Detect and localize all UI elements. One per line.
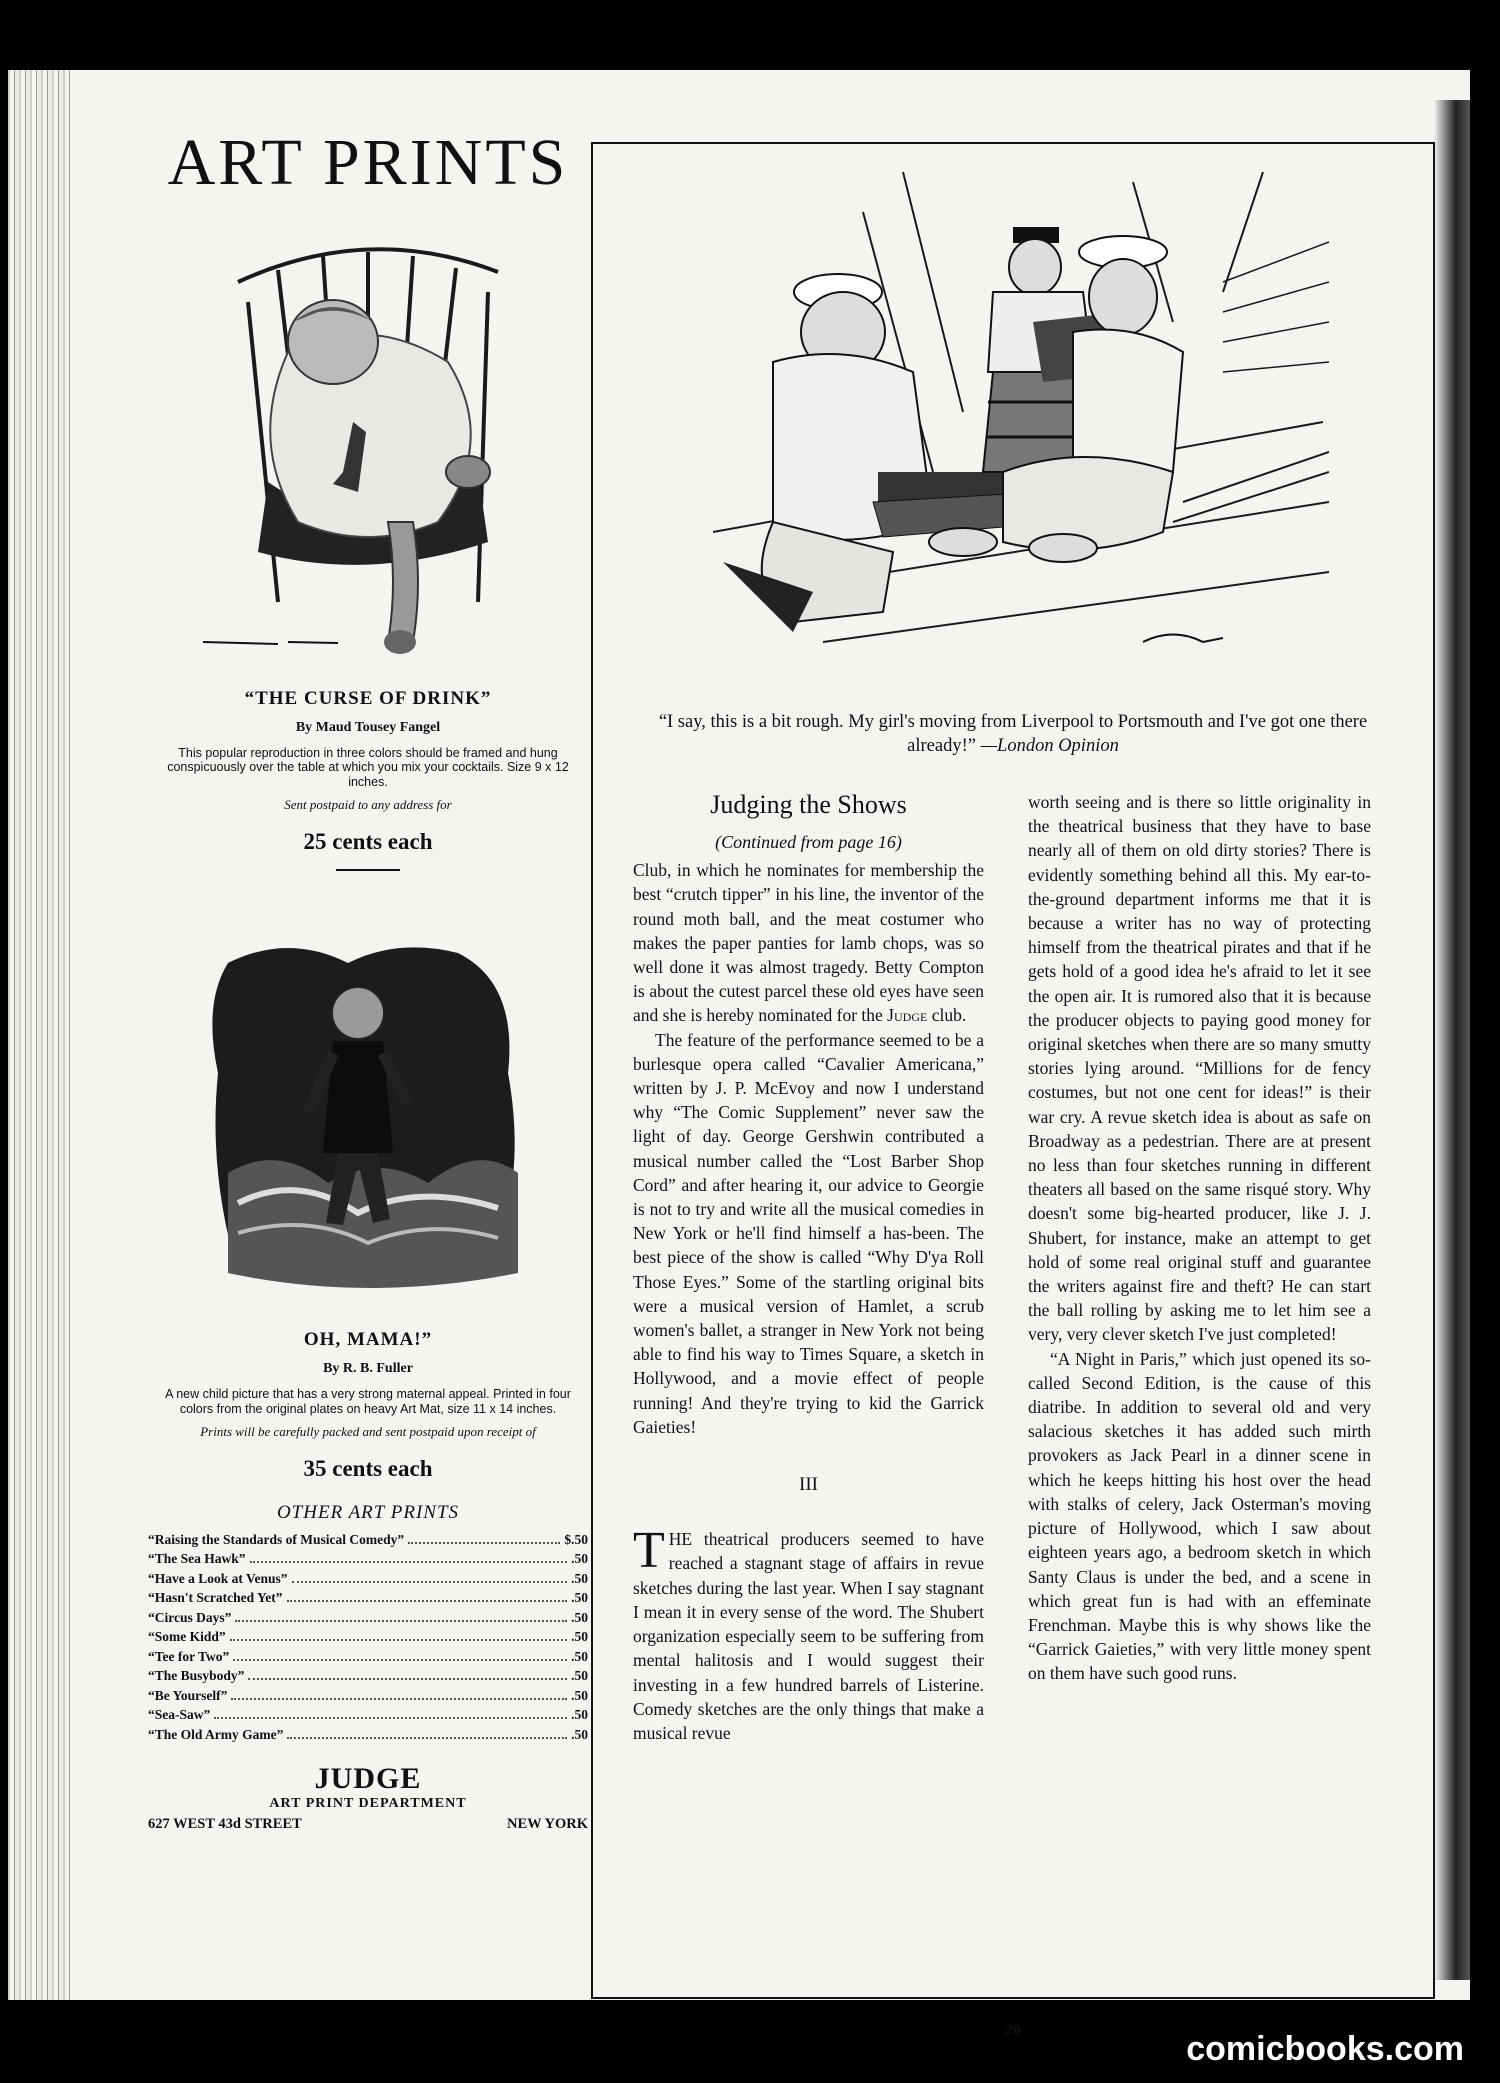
oh-mama-illustration: [198, 923, 538, 1303]
leader-dots: [214, 1717, 567, 1719]
sailors-cartoon: [703, 172, 1329, 682]
leader-dots: [248, 1678, 567, 1680]
paragraph-3: THE theatrical producers seemed to have reached a stagnant stage of affairs in revue sketches during the last year. When I say stagnant I mean it in every sense of the word. The Shubert organization especially seem to be suffering from mental halitosis and I would suggest their investing in a few hundred barrels of Listerine. Comedy sketches are the only things that make a musical revue: [633, 1522, 984, 1743]
facing-page-edge: [1434, 100, 1470, 1980]
article-column-right: [1028, 790, 1371, 1686]
other-print-price: .50: [571, 1707, 588, 1723]
other-print-name: “Hasn't Scratched Yet”: [148, 1590, 283, 1606]
other-print-name: “The Old Army Game”: [148, 1726, 284, 1742]
other-print-item: [148, 1608, 588, 1628]
section-number: III: [799, 1474, 818, 1496]
print2-description: A new child picture that has a very strong maternal appeal. Printed in four colors from the original plates on heavy Art Mat, size 11 x 14 inches.: [165, 1387, 571, 1416]
other-print-name: “Tee for Two”: [148, 1648, 230, 1664]
watermark: comicbooks.com: [1186, 2030, 1464, 2068]
other-print-price: .50: [571, 1590, 588, 1606]
other-print-item: [148, 1588, 588, 1608]
magazine-page: [8, 70, 1470, 2038]
department: ART PRINT DEPARTMENT: [269, 1796, 467, 1812]
print1-note: Sent postpaid to any address for: [284, 797, 452, 813]
other-print-item: [148, 1666, 588, 1686]
other-print-item: [148, 1647, 588, 1667]
other-print-item: [148, 1530, 588, 1550]
leader-dots: [233, 1659, 567, 1661]
other-print-price: .50: [571, 1668, 588, 1684]
leader-dots: [235, 1620, 567, 1622]
other-print-name: “Raising the Standards of Musical Comedy”: [148, 1531, 405, 1547]
divider: [336, 869, 400, 871]
caption-quote: “I say, this is a bit rough. My girl's moving from Liverpool to Portsmouth and I've got one there already!”: [658, 712, 1368, 756]
other-print-price: .50: [571, 1726, 588, 1742]
continued-note: (Continued from page 16): [715, 832, 902, 852]
other-print-price: .50: [571, 1570, 588, 1586]
print1-caption: “THE CURSE OF DRINK”: [244, 688, 492, 709]
paragraph-2: The feature of the performance seemed to be a burlesque opera called “Cavalier Americana,” written by J. P. McEvoy and now I understand why “The Comic Supplement” never saw the light of day. George Gershwin contributed a musical number called the “Lost Barber Shop Cord” and after hearing it, our advice to Georgie is not to try and write all the musical comedies in New York or he'll find himself a has-been. The best piece of the show is called “Why D'ya Roll Those Eyes.” Some of the startling original bits were a musical version of Hamlet, a scrub women's ballet, a stranger in New York not being able to find his way to Times Square, a sketch in Hollywood, and a movie effect of people running! And they're trying to kid the Garrick Gaieties!: [633, 1029, 984, 1437]
leader-dots: [287, 1737, 567, 1739]
page-number: 26: [1005, 2022, 1021, 2038]
book-spine: [8, 70, 70, 2000]
leader-dots: [250, 1561, 568, 1563]
print1-description: This popular reproduction in three colors should be framed and hung conspicuously over the table at which you mix your cocktails. Size 9 x 12 inches.: [167, 746, 569, 789]
other-print-name: “Circus Days”: [148, 1609, 232, 1625]
article-headline: Judging the Shows: [710, 790, 907, 819]
other-print-item: [148, 1569, 588, 1589]
other-print-name: “Sea-Saw”: [148, 1707, 211, 1723]
other-print-name: “Some Kidd”: [148, 1629, 226, 1645]
leader-dots: [292, 1581, 568, 1583]
other-print-price: .50: [571, 1629, 588, 1645]
other-print-name: “The Sea Hawk”: [148, 1551, 246, 1567]
other-print-item: [148, 1725, 588, 1745]
publisher-name: JUDGE: [314, 1762, 422, 1796]
drop-cap: T: [633, 1522, 665, 1580]
other-print-price: .50: [571, 1551, 588, 1567]
print2-price: 35 cents each: [303, 1455, 433, 1481]
other-print-price: .50: [571, 1687, 588, 1703]
city: NEW YORK: [507, 1816, 588, 1833]
leader-dots: [231, 1698, 567, 1700]
leader-dots: [287, 1600, 568, 1602]
article-panel: [591, 142, 1435, 2038]
print1-author: By Maud Tousey Fangel: [295, 720, 441, 735]
other-print-price: .50: [571, 1648, 588, 1664]
leader-dots: [408, 1542, 560, 1544]
paragraph-1: Club, in which he nominates for membership the best “crutch tipper” in his line, the inventor of the round moth ball, and the meat costumer who makes the paper panties for lamb chops, was so well done it was almost tragedy. Betty Compton is about the cutest parcel these old eyes have seen and she is hereby nominated for the Judge club.: [633, 860, 984, 1026]
article-column-left: [633, 790, 984, 1745]
print2-caption: OH, MAMA!”: [303, 1329, 433, 1351]
other-prints-list: [148, 1530, 588, 1745]
cartoon-caption: [657, 710, 1369, 758]
other-print-item: [148, 1549, 588, 1569]
print2-note: Prints will be carefully packed and sent postpaid upon receipt of: [200, 1423, 536, 1439]
ad-title: ART PRINTS: [167, 126, 569, 199]
other-prints-heading: OTHER ART PRINTS: [276, 1501, 460, 1523]
curse-of-drink-illustration: [198, 222, 538, 662]
other-print-item: [148, 1686, 588, 1706]
street-address: 627 WEST 43d STREET: [148, 1816, 302, 1833]
other-print-item: [148, 1627, 588, 1647]
art-prints-ad: [148, 126, 588, 1833]
other-print-name: “The Busybody”: [148, 1668, 245, 1684]
address: [148, 1816, 588, 1833]
judge-club: Judge: [887, 1005, 928, 1026]
other-print-name: “Be Yourself”: [148, 1687, 228, 1703]
leader-dots: [230, 1639, 567, 1641]
other-print-price: .50: [571, 1609, 588, 1625]
other-print-price: $.50: [564, 1531, 588, 1547]
caption-source: —London Opinion: [980, 736, 1119, 756]
print2-author: By R. B. Fuller: [323, 1361, 413, 1377]
other-print-item: [148, 1705, 588, 1725]
print1-price: 25 cents each: [303, 829, 433, 855]
other-print-name: “Have a Look at Venus”: [148, 1570, 288, 1586]
paragraph-4: worth seeing and is there so little originality in the theatrical business that they have to base nearly all of them on old dirty stories? There is evidently something behind all this. My ear-to-the-ground department informs me that it is because a writer has no way of protecting himself from the theatrical pirates and that if he gets hold of a good idea he's afraid to let it see the open air. It is rumored also that it is because the producer objects to paying good money for original sketches when there are so many smutty stories lying around. “Millions for de fency costumes, but not one cent for ideas!” is their war cry. A revue sketch idea is about as safe on Broadway as a pedestrian. There are at present no less than four sketches running in different theaters all based on the same risqué story. Why doesn't some big-hearted producer, like J. J. Shubert, for instance, make an attempt to get hold of some real original stuff and guarantee the writers against fire and theft? He can start the ball rolling by asking me to let him see a very, very clever sketch I've just completed!: [1028, 792, 1371, 1345]
paragraph-5: “A Night in Paris,” which just opened its so-called Second Edition, is the cause of this diatribe. In addition to several old and very salacious sketches it has added such mirth provokers as Jack Pearl in a dinner scene in which he keeps hitting his host over the head with stalks of celery, Jack Osterman's moving picture of Hollywood, which I saw about eighteen years ago, a bedroom sketch in which Santy Claus is under the bed, and a scene in which great fun is had with an effeminate Frenchman. Maybe this is why shows like the “Garrick Gaieties,” with very little money spent on them have such good runs.: [1028, 1348, 1371, 1684]
